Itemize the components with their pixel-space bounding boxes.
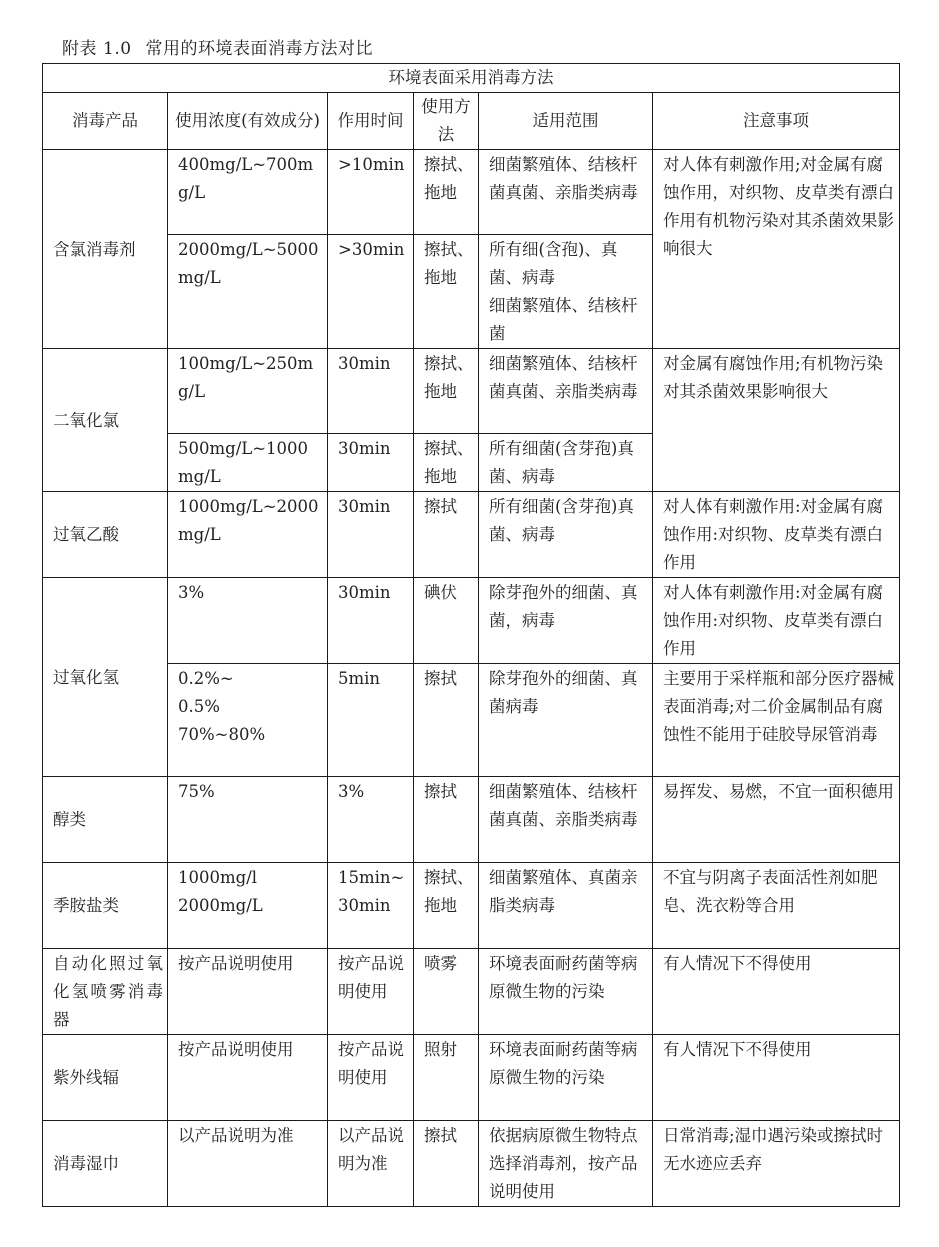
table-row — [43, 150, 900, 235]
method-cell: 擦拭、拖地 — [414, 349, 479, 434]
concentration-line: 1000mg/l — [178, 868, 258, 887]
table-row — [43, 863, 900, 949]
concentration-line: 0.2%~0.5% — [178, 669, 234, 716]
scope-cell: 除芽孢外的细菌、真菌，病毒 — [479, 578, 653, 664]
table-caption — [62, 34, 373, 59]
table-row — [43, 1035, 900, 1121]
concentration-cell: 400mg/L~700mg/L — [168, 150, 328, 235]
time-cell: 30min — [328, 434, 414, 492]
notes-cell: 易挥发、易燃，不宜一面积德用 — [653, 777, 900, 863]
scope-cell: 细菌繁殖体、结核杆菌真菌、亲脂类病毒 — [479, 150, 653, 235]
table-row — [43, 777, 900, 863]
table-row — [43, 664, 900, 777]
time-cell: 5min — [328, 664, 414, 777]
product-cell: 消毒湿巾 — [43, 1121, 168, 1207]
concentration-cell: 3% — [168, 578, 328, 664]
product-cell: 季胺盐类 — [43, 863, 168, 949]
concentration-cell — [168, 863, 328, 949]
notes-cell: 对人体有刺激作用:对金属有腐蚀作用:对织物、皮草类有漂白作用 — [653, 492, 900, 578]
product-cell: 自动化照过氧化氢喷雾消毒器 — [43, 949, 168, 1035]
notes-cell: 有人情况下不得使用 — [653, 1035, 900, 1121]
scope-cell — [479, 235, 653, 349]
table-row — [43, 1121, 900, 1207]
notes-cell: 不宜与阴离子表面活性剂如肥皂、洗衣粉等合用 — [653, 863, 900, 949]
concentration-cell — [168, 664, 328, 777]
time-cell: >10min — [328, 150, 414, 235]
table-row — [43, 492, 900, 578]
concentration-cell: 以产品说明为准 — [168, 1121, 328, 1207]
time-cell: >30min — [328, 235, 414, 349]
time-cell: 30min — [328, 349, 414, 434]
product-cell: 含氯消毒剂 — [43, 150, 168, 349]
caption-title: 常用的环境表面消毒方法对比 — [145, 39, 374, 59]
method-cell: 擦拭 — [414, 777, 479, 863]
method-cell: 擦拭、拖地 — [414, 235, 479, 349]
method-cell: 喷雾 — [414, 949, 479, 1035]
scope-cell: 除芽孢外的细菌、真菌病毒 — [479, 664, 653, 777]
scope-cell: 所有细菌(含芽孢)真菌、病毒 — [479, 434, 653, 492]
method-cell: 擦拭、拖地 — [414, 150, 479, 235]
caption-prefix: 附表 — [62, 39, 97, 59]
header-notes: 注意事项 — [653, 93, 900, 150]
time-cell: 3% — [328, 777, 414, 863]
method-cell: 擦拭 — [414, 1121, 479, 1207]
header-concentration: 使用浓度(有效成分) — [168, 93, 328, 150]
table-row — [43, 578, 900, 664]
table-title-row — [43, 64, 900, 93]
notes-cell: 对人体有刺激作用;对金属有腐蚀作用，对织物、皮草类有漂白作用有机物污染对其杀菌效果影响很大 — [653, 150, 900, 349]
product-cell: 醇类 — [43, 777, 168, 863]
product-cell: 过氧化氢 — [43, 578, 168, 777]
header-scope: 适用范围 — [479, 93, 653, 150]
notes-cell: 有人情况下不得使用 — [653, 949, 900, 1035]
concentration-line: 2000mg/L — [178, 896, 263, 915]
notes-cell: 主要用于采样瓶和部分医疗器械表面消毒;对二价金属制品有腐蚀性不能用于硅胶导尿管消毒 — [653, 664, 900, 777]
header-method: 使用方法 — [414, 93, 479, 150]
concentration-cell: 按产品说明使用 — [168, 949, 328, 1035]
method-cell: 擦拭 — [414, 664, 479, 777]
method-cell: 擦拭、拖地 — [414, 863, 479, 949]
notes-cell: 对人体有刺激作用:对金属有腐蚀作用:对织物、皮草类有漂白作用 — [653, 578, 900, 664]
table-row — [43, 949, 900, 1035]
concentration-cell: 2000mg/L~5000mg/L — [168, 235, 328, 349]
concentration-cell: 1000mg/L~2000mg/L — [168, 492, 328, 578]
product-cell: 紫外线辐 — [43, 1035, 168, 1121]
caption-number: 1.0 — [103, 39, 132, 59]
product-cell: 二氧化氯 — [43, 349, 168, 492]
disinfection-methods-table — [42, 63, 900, 1207]
scope-cell: 细菌繁殖体、真菌亲脂类病毒 — [479, 863, 653, 949]
time-cell: 30min — [328, 578, 414, 664]
table-row — [43, 349, 900, 434]
time-cell: 15min~30min — [328, 863, 414, 949]
time-cell: 以产品说明为准 — [328, 1121, 414, 1207]
concentration-cell: 按产品说明使用 — [168, 1035, 328, 1121]
header-row — [43, 93, 900, 150]
method-cell: 照射 — [414, 1035, 479, 1121]
concentration-cell: 500mg/L~1000mg/L — [168, 434, 328, 492]
time-cell: 按产品说明使用 — [328, 949, 414, 1035]
notes-cell: 日常消毒;湿巾遇污染或擦拭时无水迹应丢弃 — [653, 1121, 900, 1207]
table-title: 环境表面采用消毒方法 — [43, 64, 900, 93]
time-cell: 按产品说明使用 — [328, 1035, 414, 1121]
product-cell: 过氧乙酸 — [43, 492, 168, 578]
scope-cell: 环境表面耐药菌等病原微生物的污染 — [479, 949, 653, 1035]
method-cell: 擦拭 — [414, 492, 479, 578]
concentration-line: 70%~80% — [178, 725, 266, 744]
scope-cell: 环境表面耐药菌等病原微生物的污染 — [479, 1035, 653, 1121]
scope-cell: 所有细菌(含芽孢)真菌、病毒 — [479, 492, 653, 578]
concentration-cell: 75% — [168, 777, 328, 863]
scope-cell: 细菌繁殖体、结核杆菌真菌、亲脂类病毒 — [479, 349, 653, 434]
scope-line: 细菌繁殖体、结核杆菌 — [489, 296, 638, 343]
concentration-cell: 100mg/L~250mg/L — [168, 349, 328, 434]
method-cell: 擦拭、拖地 — [414, 434, 479, 492]
notes-cell: 对金属有腐蚀作用;有机物污染对其杀菌效果影响很大 — [653, 349, 900, 492]
header-product: 消毒产品 — [43, 93, 168, 150]
header-time: 作用时间 — [328, 93, 414, 150]
scope-cell: 细菌繁殖体、结核杆菌真菌、亲脂类病毒 — [479, 777, 653, 863]
scope-cell: 依据病原微生物特点选择消毒剂，按产品说明使用 — [479, 1121, 653, 1207]
method-cell: 碘伏 — [414, 578, 479, 664]
time-cell: 30min — [328, 492, 414, 578]
scope-line: 所有细(含孢)、真菌、病毒 — [489, 240, 618, 287]
